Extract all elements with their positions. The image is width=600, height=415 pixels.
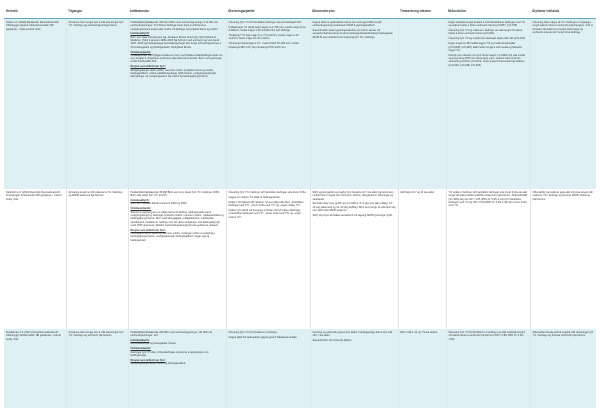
column-header: Heimild <box>4 4 66 19</box>
cell-exposure <box>226 19 310 190</box>
table-body <box>4 19 596 409</box>
column-header: Tímasetning útkomu <box>398 4 446 19</box>
cell-paragraph: Tímalengd útsetningar á YO: í heilt tímabil 79–364 mín; meðal tímalengd 366–672; löng tímalengd 679–1043 mín. <box>228 42 300 49</box>
cell-subheading: Inntökuskilyrði: <box>130 199 150 203</box>
cell-paragraph: Börn sem fæddust lifandi á árunum 2000 og 2003. <box>130 202 188 206</box>
evidence-table <box>4 4 596 408</box>
cell-paragraph: Heildarmagn YO skráð (eigi magns: 0,4–700 mU; meðal magni 0,11–3.400mU; meðal magni 1,46–43.000 mU) fyrir fæðingu. <box>228 25 307 33</box>
column-header: Þátttakendur <box>128 4 226 19</box>
cell-paragraph: Drengir sem útsettir voru fyrir hæsti magni (>1.0449 mU) eða meðal og lengri tíma (678 mín eða lengur) voru í aukinni hættu á þróun einhverfu (p=0,021; p=0,014). Þessi tengsl fundust ekki hjá stúlkum (p=0,420; p=0,448; p=0,403). <box>448 53 526 67</box>
cell-paragraph: Eftirfylgd við 7 og 11 ára aldur. <box>400 191 435 194</box>
table-row <box>4 189 596 329</box>
cell-aim <box>66 189 128 329</box>
cell-paragraph: Samanburður við einhverfu-þáttinn. <box>312 339 353 343</box>
cell-paragraph: Að kanna tengsl á milli notkunar á YO í fæðingu og ADHD einkenna hjá börnum <box>68 191 124 198</box>
cell-timing <box>398 189 446 329</box>
cell-paragraph: Sérstakir listar voru gerðir upp á úrslitum: 0–9 stig voru talin eðlileg, 10–13 stig jaðarmörk og 14–40 stig óeðlileg. Börn sem fengu 14 eða fleiri stig voru talin hafa ADHD einkenni. <box>312 202 397 213</box>
cell-paragraph: Notkun YO flokkuð eftir áhrifum: lyf sem fékk ekki áhrif, „framköllun fæðingar með YO“, „örvun hríða með YO“ og „engin notkun YO“. <box>228 200 305 208</box>
cell-paragraph: Samanburður ásamt greiningarskoðun voru borin saman við samanburðarhóp barna af sömu heilsugæslu/sambærilegri heilsugæslu (DSM-5) sem skoðað hvort útsetning fyrir YO í fæðingu. <box>312 29 394 39</box>
cell-conclusions <box>530 329 596 408</box>
column-header: Útsetningarþættir <box>226 4 310 19</box>
cell-paragraph: Útsetning fyrir YO við hríðaörvun í fæðingu. <box>228 331 278 334</box>
cell-source <box>4 19 66 190</box>
cell-paragraph: SDQ stig á því að flokka samanburð við algengi ADHD greininga í þýði. <box>312 213 393 217</box>
cell-paragraph: Að kanna hvort tengsl séu á milli útsetningar fyrir YO í fæðingu og einhverfugreiningar barns <box>68 21 125 28</box>
header-row <box>4 4 596 19</box>
cell-paragraph: Niðurstöður benda ekki til tengsla milli útsetningar fyrir YO í fæðingu og þróunar einhverfu hjá börnum. <box>532 331 595 338</box>
column-header: Útkomubreytur <box>310 4 398 19</box>
cell-paragraph: Gagna aflað frá sjúkraskrám gagna-grunni Hadassah spítala. <box>228 335 298 339</box>
cell-paragraph: Gagna aflað úr sjúkraskrám barna sem einungis höfðu fengið einhverfugreiningu samkvæmt DSM-5 greiningaraðferð. <box>312 21 383 28</box>
cell-participants <box>128 189 226 329</box>
cell-results <box>446 329 530 408</box>
cell-paragraph: Meðgöngulengd, aldur móður og fæðingaraðferð. <box>130 362 187 366</box>
cell-paragraph: Útsetning fyrir YO við hríðaörvun í fæðingu var ekki marktækt tengd við aukna hættu á einhverfu hjá börnum (OR = 0,89; 95% CI: 0,52–1,53). <box>448 331 526 341</box>
cell-paragraph: Að kanna hvort tengsl séu á milli útsetningar fyrir YO í fæðingu og einhverfu hjá börnum <box>68 331 125 338</box>
cell-paragraph: Heildarfjöldi þátttakenda: 35.998 Börn sem voru útsett fyrir YO í fæðingu: 8.831 Börn ekki útsett fyrir YO: 24.075 <box>130 191 221 198</box>
cell-conclusions <box>530 189 596 329</box>
cell-paragraph: Útsetning fyrir YO við framköllun fæðingar eða við fæðingarhríðir. <box>228 21 302 24</box>
table-row <box>4 329 596 408</box>
cell-results <box>446 19 530 190</box>
cell-paragraph: Greining og einhverfu greind sem þáttur í fæðingarsögu barna fyrir eða eftir 7 ára aldur. <box>312 331 393 338</box>
cell-paragraph: Börn sem hafa sótt þjónustu hjá „Southern Illinois University (SIU) School of Medicine“ (SIU) á árunum 1996–2015 hjá börnum með einhverfu og voru fædd 1997–2015 og fæðingarsaga sérfræðilega þegar þau fengu einhverfugreiningu á SIU-heilsugæslu og fæðingardeild í Springfield Illinois. <box>130 35 222 49</box>
cell-subheading: Breytur sem leiðrétt var fyrir: <box>130 65 166 69</box>
cell-paragraph: Niðurstöður rannsóknar gefa ekki til kynna tengsl milli notkunar YO í fæðingu og þróunar ADHD einkenna hjá börnum. <box>532 191 594 201</box>
cell-timing <box>398 19 446 190</box>
cell-subheading: Inntökuskilyrði: <box>130 32 150 36</box>
cell-timing <box>398 329 446 408</box>
cell-aim <box>66 329 128 408</box>
cell-paragraph: Útsetning hæs magns af YO í fæðingu er mögulega tengd auknum líkum á einhverfu hjá drengjum. Þörf er á frekari rannsóknum á tengsl útsetningar og einhverfu á þessu fyrir lengri tíma fæðinga <box>532 21 594 34</box>
cell-outcomes <box>310 19 398 190</box>
cell-subheading: Útilokunarþættir: <box>130 207 152 211</box>
cell-paragraph: Gagna um notkun YO aflað úr fæðingarskrám. <box>228 195 281 199</box>
cell-paragraph: Útsetning fyrir YO og notkunar í fæðingu var ekki tengd við aukna hættu á þróun einhverfu barns (p=0,324). <box>448 29 523 36</box>
cell-paragraph: Heildarfjöldi þátttakenda: 242 Börn með einhverfugreiningu: 121 Börn án einhverfugreiningar: 121 <box>130 331 213 338</box>
cell-paragraph: Fæðingar fyrir 37 vikur, tvíburafæðingar og skortur á upplýsingum um fæðingarsögu. <box>130 350 210 357</box>
cell-outcomes <box>310 329 398 408</box>
cell-subheading: Inntökuskilyrði: <box>130 339 150 343</box>
cell-paragraph: Engin marktæk tengsl fundust á milli framköllunar fæðingar með YO og auknar hættu á þróun einhverfu barns (p=0,857; p=0,768). <box>448 21 526 28</box>
column-header: Tilgangur <box>66 4 128 19</box>
cell-paragraph: Orsakagreindir með fjölgena heilkenni, börn með þekkta erfðafræðilega orsök svo sem Fragile X, Angelman-syndrome eða tuberous sclerosis. Börn með greiningar á ICD-9 kóða 299–315. <box>130 53 224 64</box>
cell-paragraph: Börn milli 2–11 og 7,9 ára aldurs. <box>400 331 438 334</box>
cell-subheading: Útilokunarþættir: <box>130 347 152 351</box>
cell-subheading: Breytur sem leiðrétt var fyrir: <box>130 358 166 362</box>
cell-outcomes <box>310 189 398 329</box>
cell-paragraph: Tímalengd YO: Eigi magn 0,1–7,9 mU/mín; meðal magni 4–10 mU/mín; hæsti magn 16–32 mU/mín <box>228 34 300 41</box>
column-header: Ályktanir höfunda <box>530 4 596 19</box>
cell-paragraph: Heildarfjöldi þátttakenda: 342 börn Börn með einhverfugreiningu: 171 Börn án einhverfugreiningar: 171 Pörum fæðinga innan hóps á milli barna á meðgöngutímans ásamt aldri móður við fæðingu og kynþætti barns og móður. <box>130 21 219 31</box>
cell-subheading: Breytur sem leiðrétt var fyrir: <box>130 228 166 232</box>
cell-paragraph: Fæðingarár barns, aldur og menntun móður, reykingar móður á meðgöngu, fæðingarþyngd barns, meðgöngulengd, fæðingaraðferð, Apgar stig og fæðingarmáti. <box>130 232 216 242</box>
cell-paragraph: Stokholm o.fl. (2016) Danmörk Rannsóknarsnið: Framskyggn ferilrannsókn JBI gæðamat – Cohort study: 9/11 <box>6 191 63 201</box>
cell-paragraph: Einburafæðingar og heilsugæsla í Ísrael. <box>130 342 177 346</box>
cell-paragraph: Útsetning fyrir YO í fæðingu við framköllun fæðingar eða örvun hríða. <box>228 191 307 194</box>
cell-source <box>4 329 66 408</box>
cell-exposure <box>226 329 310 408</box>
cell-paragraph: YO notkun í fæðingu við framköllun fæðingar eða örvun hríða var ekki tengd við aukna hættu á ADHD einkennum hjá börnum. Áhættuhlutfall fyrir SDQ stig var OR = 1,05 (95% CI: 0,95–1,16) fyrir framköllun fæðingar með YO og OR = 0,99 (95% CI: 0,93–1,06) fyrir örvun hríða með YO. <box>448 191 528 208</box>
cell-paragraph: Notkun lyf notkuð við breytingu á hríðar eftir lyf notkun fæðingar, „Framköllun fæðingar með YO“, „örvun hríða með YO“ og „engin notkun YO“. <box>228 208 302 219</box>
cell-paragraph: Útsetning fyrir YO og meðal tíma fæðingar skipti ekki máli (p=0,436). <box>448 37 526 41</box>
cell-subheading: Útilokunarþættir: <box>130 50 152 54</box>
cell-paragraph: Engin tengsl á milli heildarmagns YO og meðal tímalengdar (p=0,0435; p=0,490). Ekki heldur tengsl á milli meðal og hámarks magni YO. <box>448 42 523 52</box>
cell-aim <box>66 19 128 190</box>
cell-paragraph: SDQ spurningarlisti var lagður fyrir foreldra við 7 ára aldur barnsins sem innihélt fimm hugtök fyrir einhverfu, ofvirkni, athyglisbrest, tilfinningar og vandamál. <box>312 191 395 201</box>
cell-participants <box>128 19 226 190</box>
cell-exposure <box>226 189 310 329</box>
table-row <box>4 19 596 190</box>
cell-paragraph: Friedlander o.fl. (2017) Ísrael Rannsóknarsnið: Afturskyggn ferilrannsókn JBI gæðamat – Cohort study: 9/11 <box>6 331 62 341</box>
cell-source <box>4 189 66 329</box>
cell-participants <box>128 329 226 408</box>
cell-paragraph: Skortur á upplýsingum um: fjölda barna án fæðing, fæðingaraldur barns, meðgöngulengd og fæðingar-fyrirstöðu móður, menntun móður, rykskaparstaða og fæðingarþyngd barns. Börn með litningagalla, erfðasjúkdóma, meðfæddar vansköpanir, heilalömun, fæðingu fyrir 32 vikna meðgöngu, eða fæðingarþyngd undir 1500 grömmum. Mæður með fæðingarþunglyndi eða geðrænar raskanir. <box>130 210 225 227</box>
cell-paragraph: Meðgöngulengd, aldur móður, menntun móður, kynþáttur barns og móður, fæðingaraðferð, notkun glaðloft-deyfingar, fjöldi fósturs, meðgöngusykursýki, háþrýstingur og meðgöngueitrun hjá móður og fæðingarþyngd barns. <box>130 68 218 79</box>
cell-conclusions <box>530 19 596 190</box>
cell-results <box>446 189 530 329</box>
column-header: Niðurstöður <box>446 4 530 19</box>
cell-paragraph: Sutton o.fl. (2020) Bandaríkin Rannsóknarsnið: Afturskyggn lýsandi vöktunarrannsókn JBI gæðamat – Case-control: 9/10 <box>6 21 60 31</box>
